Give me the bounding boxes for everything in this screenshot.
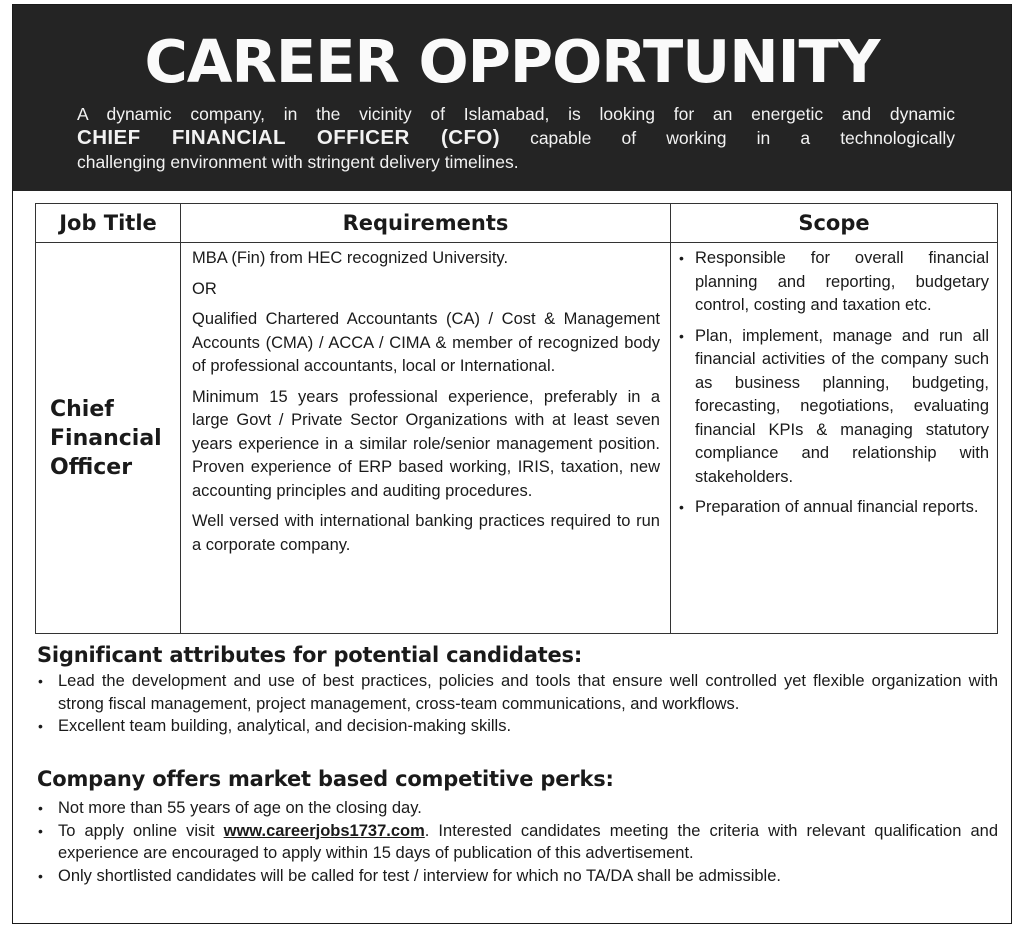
- attributes-title: Significant attributes for potential candidates:: [37, 643, 583, 667]
- perks-list: [36, 797, 998, 887]
- website-link[interactable]: www.careerjobs1737.com: [223, 821, 425, 840]
- requirements-cell: [181, 243, 671, 634]
- perks-title: Company offers market based competitive perks:: [37, 767, 614, 791]
- scope-text: Preparation of annual financial reports.: [695, 498, 979, 516]
- bullet-icon: •: [38, 800, 43, 816]
- job-table: [35, 203, 998, 634]
- job-title-cell: [36, 243, 181, 634]
- perk-text: Not more than 55 years of age on the closing day.: [58, 799, 422, 817]
- job-title-line: Financial: [50, 425, 162, 451]
- bullet-icon: •: [38, 867, 43, 884]
- list-item: [36, 820, 998, 865]
- attributes-list: [36, 670, 998, 738]
- bullet-icon: •: [38, 718, 43, 734]
- table-row: [36, 243, 998, 634]
- perk-prefix: To apply online visit: [58, 821, 215, 840]
- scope-list: [677, 247, 989, 520]
- scope-text: Responsible for overall financial planning and reporting, budgetary control, costing and taxation etc.: [695, 249, 989, 314]
- perk-text: Only shortlisted candidates will be called for test / interview for which no TA/DA shall be admissible.: [58, 866, 781, 885]
- header-job-title: Job Title: [36, 204, 181, 243]
- header-requirements: Requirements: [181, 204, 671, 243]
- list-item: [36, 670, 998, 715]
- scope-item: [677, 247, 989, 318]
- scope-item: [677, 496, 989, 520]
- perk-suffix: . Interested candidates meeting the criteria with relevant qualification and experience are encouraged to apply within 15 days of publication of this advertisement.: [58, 821, 999, 862]
- cfo-title: CHIEF FINANCIAL OFFICER (CFO): [77, 126, 500, 149]
- requirement-item: MBA (Fin) from HEC recognized University.: [192, 249, 509, 267]
- job-title-line: Chief: [50, 396, 114, 422]
- bullet-icon: •: [679, 250, 684, 266]
- attribute-text: Lead the development and use of best practices, policies and tools that ensure well controlled yet flexible organization with strong fiscal management, project management, cross-team communications, and workflows.: [58, 672, 998, 713]
- list-item: [36, 797, 998, 820]
- list-item: [36, 865, 998, 888]
- intro-line-2: [77, 126, 955, 150]
- header-banner: [13, 5, 1011, 191]
- intro-text: [77, 102, 955, 174]
- intro-line-1: A dynamic company, in the vicinity of Islamabad, is looking for an energetic and dynamic: [77, 104, 955, 124]
- requirement-item: Qualified Chartered Accountants (CA) / Cost & Management Accounts (CMA) / ACCA / CIMA & member of recognized body of professional accountants, local or International.: [192, 310, 660, 375]
- intro-line-2-rest: capable of working in a technologically: [530, 128, 955, 148]
- job-title-line: Officer: [50, 454, 133, 480]
- intro-line-3: challenging environment with stringent delivery timelines.: [77, 152, 519, 172]
- scope-cell: [671, 243, 998, 634]
- bullet-icon: •: [38, 673, 43, 689]
- requirement-item: Well versed with international banking practices required to run a corporate company.: [192, 512, 660, 554]
- bullet-icon: •: [38, 822, 43, 839]
- table-header-row: [36, 204, 998, 243]
- scope-item: [677, 325, 989, 490]
- requirement-item: OR: [192, 279, 217, 298]
- headline: CAREER OPPORTUNITY: [144, 27, 880, 96]
- list-item: [36, 715, 998, 738]
- bullet-icon: •: [679, 327, 684, 344]
- scope-text: Plan, implement, manage and run all financial activities of the company such as business planning, budgeting, forecasting, negotiations, evaluating financial KPIs & managing statutory compliance and relationship with stakeholders.: [695, 326, 989, 486]
- attribute-text: Excellent team building, analytical, and decision-making skills.: [58, 717, 512, 735]
- requirement-item: Minimum 15 years professional experience, preferably in a large Govt / Private Sector Organizations with at least seven years experience in a similar role/senior management position. Proven experience of ERP based working, IRIS, taxation, new accounting principles and auditing procedures.: [192, 387, 660, 500]
- bullet-icon: •: [679, 499, 684, 515]
- header-scope: Scope: [671, 204, 998, 243]
